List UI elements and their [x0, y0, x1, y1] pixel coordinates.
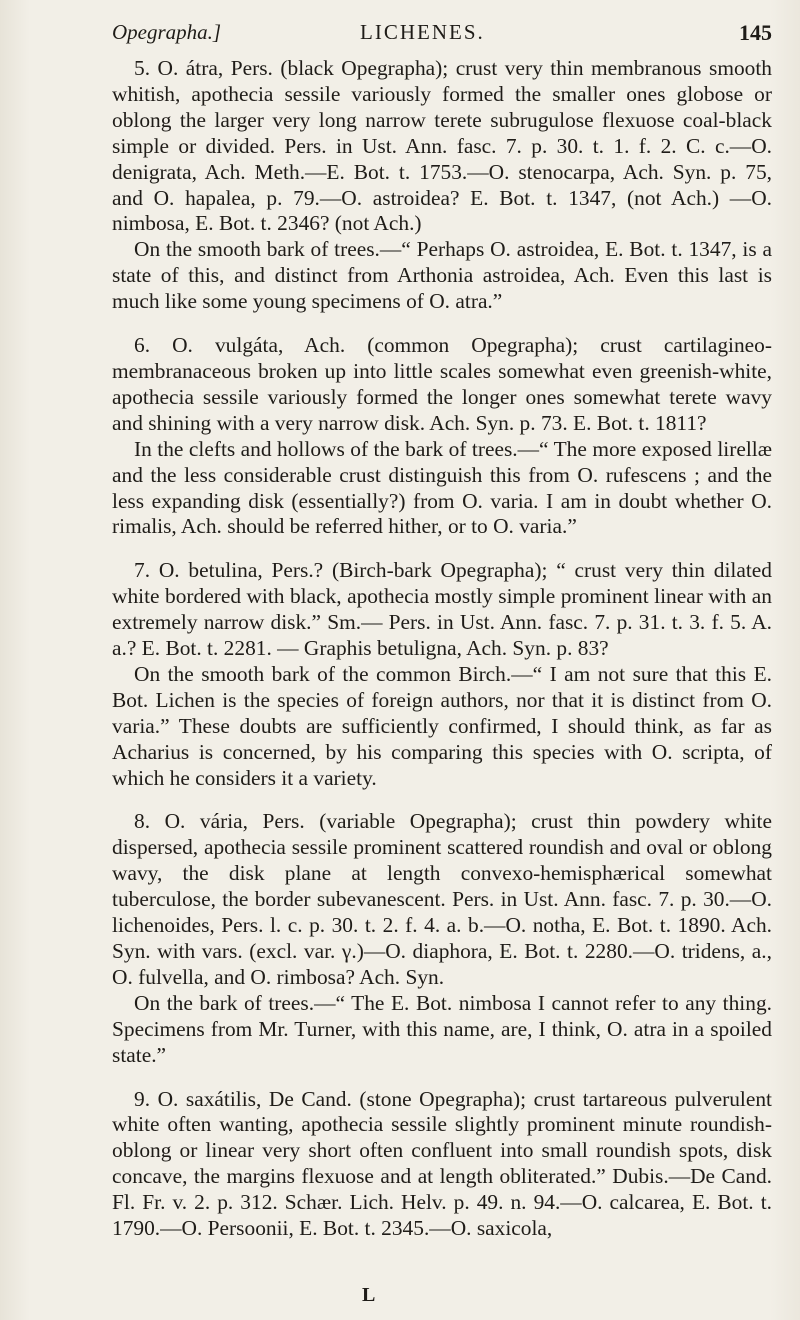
page-number: 145	[739, 20, 772, 45]
habitat-note-8: On the bark of trees.—“ The E. Bot. nimbosa I cannot refer to any thing. Specimens from Mr. Turner, with this name, are, I think, O. atra in a spoiled state.”	[112, 990, 772, 1067]
species-entry-8: 8. O. vária, Pers. (variable Opegrapha); crust thin powdery white dispersed, apothecia sessile prominent scattered roundish and oval or oblong wavy, the disk plane at length convexo-hemisphærical somewhat tuberculose, the border subevanescent. Pers. in Ust. Ann. fasc. 7. p. 30.—O. lichenoides, Pers. l. c. p. 30. t. 2. f. 4. a. b.—O. notha, E. Bot. t. 1890. Ach. Syn. with vars. (excl. var. γ.)—O. diaphora, E. Bot. t. 2280.—O. tridens, a., O. fulvella, and O. rimbosa? Ach. Syn.	[112, 809, 772, 989]
species-entry-7: 7. O. betulina, Pers.? (Birch-bark Opegrapha); “ crust very thin dilated white bordered with black, apothecia mostly simple prominent linear with an extremely narrow disk.” Sm.— Pers. in Ust. Ann. fasc. 7. p. 31. t. 3. f. 5. A. a.? E. Bot. t. 2281. — Graphis betuligna, Ach. Syn. p. 83?	[112, 558, 772, 661]
habitat-note-5: On the smooth bark of trees.—“ Perhaps O. astroidea, E. Bot. t. 1347, is a state of this, and distinct from Arthonia astroidea, Ach. Even this last is much like some young specimens of O. atra.”	[112, 237, 772, 314]
habitat-note-7: On the smooth bark of the common Birch.—“ I am not sure that this E. Bot. Lichen is the species of foreign authors, nor that it is distinct from O. varia.” These doubts are sufficiently confirmed, I should think, as far as Acharius is concerned, by his comparing this species with O. scripta, of which he considers it a variety.	[112, 661, 772, 790]
running-header	[112, 14, 772, 48]
header-genus: Opegrapha.]	[112, 20, 222, 44]
page-body	[112, 56, 772, 1242]
species-entry-9: 9. O. saxátilis, De Cand. (stone Opegrapha); crust tartareous pulverulent white often wanting, apothecia sessile slightly prominent minute roundish-oblong or linear very short often confluent into small roundish spots, disk concave, the margins flexuose and at length obliterated.” Dubis.—De Cand. Fl. Fr. v. 2. p. 312. Schær. Lich. Helv. p. 49. n. 94.—O. calcarea, E. Bot. t. 1790.—O. Persoonii, E. Bot. t. 2345.—O. saxicola,	[112, 1086, 772, 1241]
species-entry-5: 5. O. átra, Pers. (black Opegrapha); crust very thin membranous smooth whitish, apothecia sessile variously formed the smaller ones globose or oblong the larger very long narrow terete subrugulose flexuose coal-black simple or divided. Pers. in Ust. Ann. fasc. 7. p. 30. t. 1. f. 2. C. c.—O. denigrata, Ach. Meth.—E. Bot. t. 1753.—O. stenocarpa, Ach. Syn. p. 75, and O. hapalea, p. 79.—O. astroidea? E. Bot. t. 1347, (not Ach.) —O. nimbosa, E. Bot. t. 2346? (not Ach.)	[112, 56, 772, 236]
header-section-title: LICHENES.	[360, 20, 485, 44]
species-entry-6: 6. O. vulgáta, Ach. (common Opegrapha); crust cartilagineo-membranaceous broken up into little scales somewhat even greenish-white, apothecia sessile variously formed the longer ones somewhat terete wavy and shining with a very narrow disk. Ach. Syn. p. 73. E. Bot. t. 1811?	[112, 333, 772, 435]
habitat-note-6: In the clefts and hollows of the bark of trees.—“ The more exposed lirellæ and the less considerable crust distinguish this from O. rufescens ; and the less expanding disk (essentially?) from O. varia. I am in doubt whether O. rimalis, Ach. should be referred hither, or to O. varia.”	[112, 436, 772, 539]
signature-mark: L	[362, 1284, 376, 1306]
